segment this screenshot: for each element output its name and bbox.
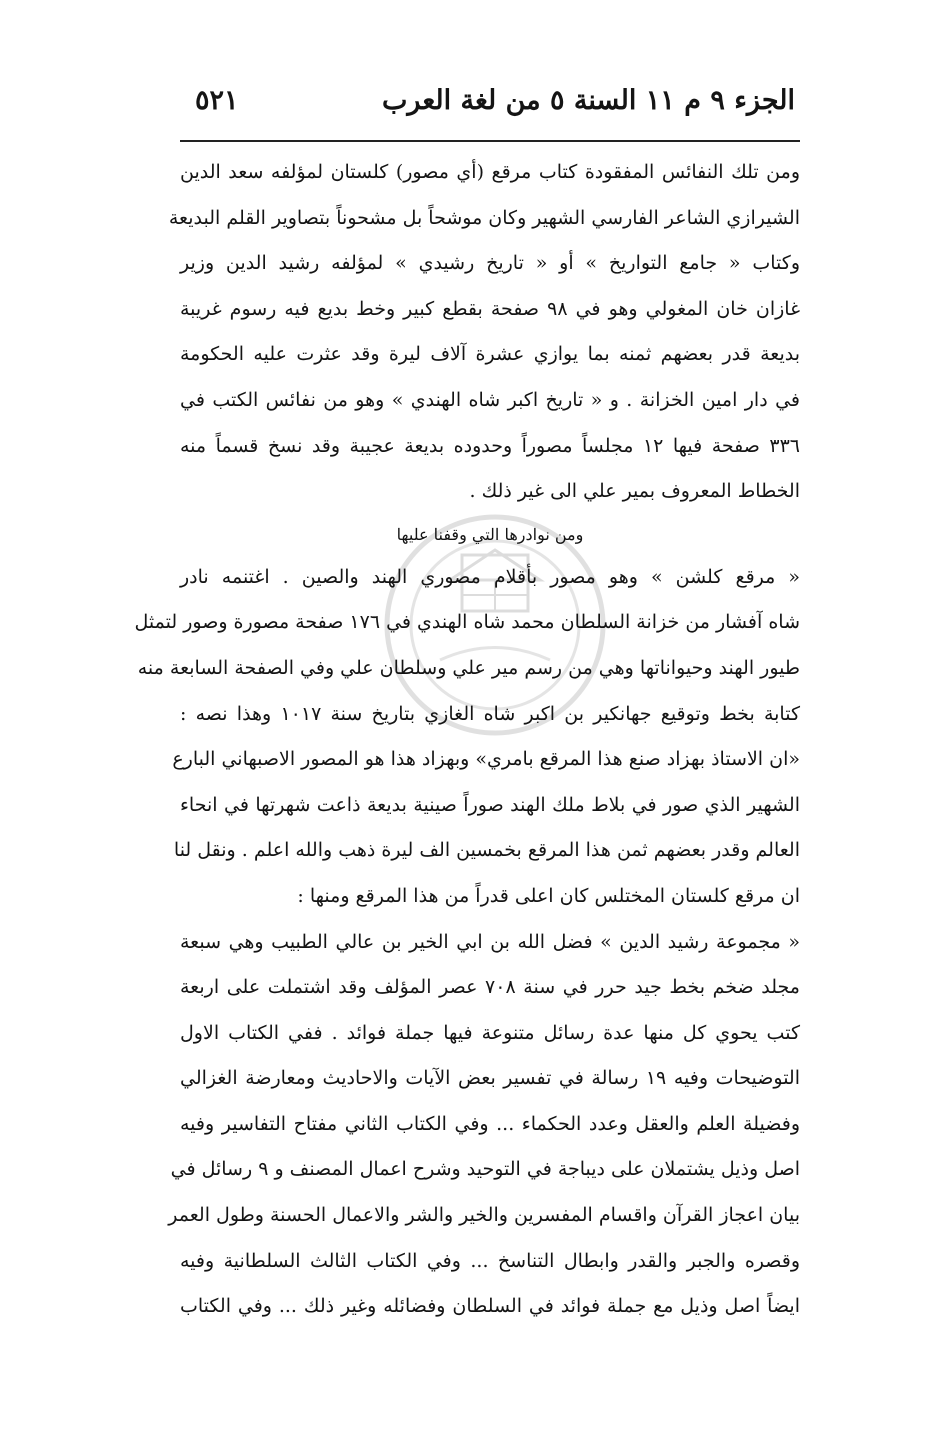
body-text bbox=[134, 150, 801, 1330]
page-number: ٥٢١ bbox=[195, 84, 239, 116]
text-line: ومن تلك النفائس المفقودة كتاب مرقع (أي مصور) كلستان لمؤلفه سعد الدين bbox=[180, 161, 800, 183]
text-line: « مجموعة رشيد الدين » فضل الله بن ابي الخير بن عالي الطبيب وهي سبعة bbox=[180, 930, 800, 953]
header-rule bbox=[180, 140, 800, 142]
text-line: اصل وذيل يشتملان على ديباجة في التوحيد وشرح اعمال المصنف و ٩ رسائل في bbox=[170, 1158, 800, 1181]
text-line: وفضيلة العلم والعقل وعدد الحكماء ... وفي الكتاب الثاني مفتاح التفاسير وفيه bbox=[180, 1112, 800, 1135]
text-line: «ان الاستاذ بهزاد صنع هذا المرقع بامري» وبهزاد هذا هو المصور الاصبهاني البارع bbox=[172, 748, 800, 771]
running-title: الجزء ٩ م ١١ السنة ٥ من لغة العرب bbox=[382, 84, 795, 116]
text-line: « مرقع كلشن » وهو مصور بأقلام مصوري الهند والصين . اغتنمه نادر bbox=[180, 565, 800, 588]
text-line: في دار امين الخزانة . و « تاريخ اكبر شاه الهندي » وهو من نفائس الكتب في bbox=[180, 388, 800, 411]
text-line: ٣٣٦ صفحة فيها ١٢ مجلساً مصوراً وحدوده بديعة عجيبة وقد نسخ قسماً منه bbox=[180, 434, 801, 457]
text-line: ايضاً اصل وذيل مع جملة فوائد في السلطان وفضائله وغير ذلك ... وفي الكتاب bbox=[180, 1295, 800, 1318]
text-line: الشيرازي الشاعر الفارسي الشهير وكان موشحاً بل مشحوناً بتصاوير القلم البديعة bbox=[168, 206, 800, 229]
text-line: شاه آفشار من خزانة السلطان محمد شاه الهندي في ١٧٦ صفحة مصورة وصور لتمثل bbox=[134, 611, 800, 634]
text-line: العالم وقدر بعضهم ثمن هذا المرقع بخمسين الف ليرة ذهب والله اعلم . ونقل لنا bbox=[173, 839, 800, 862]
text-line: طيور الهند وحيواناتها وهي من رسم مير علي وسلطان علي وفي الصفحة السابعة منه bbox=[137, 656, 800, 679]
text-line: الخطاط المعروف بمير علي الى غير ذلك . bbox=[469, 480, 800, 503]
text-line: الشهير الذي صور في بلاط ملك الهند صوراً صينية بديعة ذاعت شهرتها في انحاء bbox=[180, 793, 800, 816]
text-line: بديعة قدر بعضهم ثمنه بما يوازي عشرة آلاف ليرة وقد عثرت عليه الحكومة bbox=[180, 343, 800, 366]
text-line: وكتاب « جامع التواريخ » أو « تاريخ رشيدي » لمؤلفه رشيد الدين وزير bbox=[180, 252, 800, 275]
section-subheading: ومن نوادرها التي وقفنا عليها bbox=[396, 524, 584, 544]
page-header bbox=[195, 70, 795, 130]
text-line: غازان خان المغولي وهو في ٩٨ صفحة بقطع كبير وخط بديع فيه رسوم غريبة bbox=[180, 297, 801, 320]
text-line: وقصره والجبر والقدر وابطال التناسخ ... وفي الكتاب الثالث السلطانية وفيه bbox=[180, 1249, 800, 1272]
text-line: ان مرقع كلستان المختلس كان اعلى قدراً من هذا المرقع ومنها : bbox=[297, 884, 800, 907]
text-line: مجلد ضخم بخط جيد حرر في سنة ٧٠٨ عصر المؤلف وقد اشتملت على اربعة bbox=[180, 976, 800, 999]
text-line: التوضيحات وفيه ١٩ رسالة في تفسير بعض الآيات والاحاديث ومعارضة الغزالي bbox=[180, 1067, 800, 1090]
text-line: كتب يحوي كل منها عدة رسائل متنوعة فيها جملة فوائد . ففي الكتاب الاول bbox=[180, 1021, 800, 1044]
text-line: كتابة بخط وتوقيع جهانكير بن اكبر شاه الغازي بتاريخ سنة ١٠١٧ وهذا نصه : bbox=[180, 702, 800, 725]
text-line: بيان اعجاز القرآن واقسام المفسرين والخير والشر والاعمال الحسنة وطول العمر bbox=[168, 1204, 800, 1227]
